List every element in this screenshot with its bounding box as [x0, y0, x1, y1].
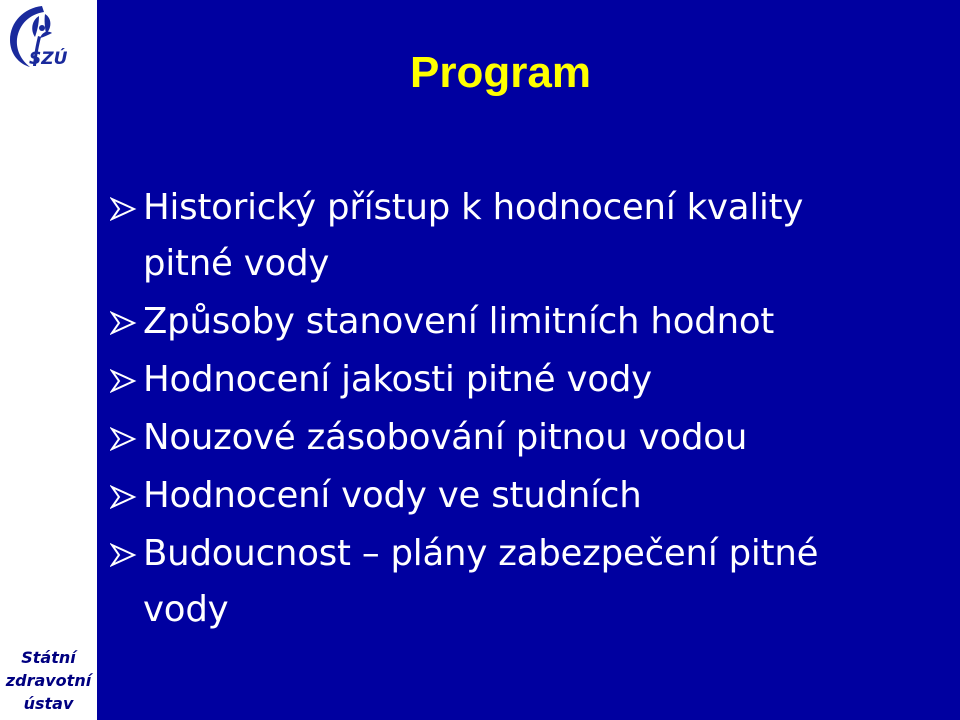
bullet-list	[110, 180, 880, 640]
bullet-text: Hodnocení vody ve studních	[143, 475, 642, 516]
sidebar	[0, 0, 97, 720]
bullet-text: Hodnocení jakosti pitné vody	[143, 359, 652, 400]
arrow-right-icon	[110, 369, 138, 393]
bullet-item	[110, 468, 880, 524]
bullet-text: Historický přístup k hodnocení kvality pitné vody	[143, 187, 804, 284]
szu-logo-icon	[2, 2, 84, 84]
institute-line-3: ústav	[23, 694, 74, 713]
arrow-right-icon	[110, 311, 138, 335]
bullet-item	[110, 352, 880, 408]
institute-name	[0, 646, 97, 715]
institute-line-1: Státní	[21, 648, 76, 667]
arrow-right-icon	[110, 485, 138, 509]
bullet-text: Budoucnost – plány zabezpečení pitné vody	[143, 533, 819, 630]
slide-title: Program	[410, 48, 591, 97]
institute-line-2: zdravotní	[5, 671, 92, 690]
bullet-item	[110, 410, 880, 466]
bullet-text: Nouzové zásobování pitnou vodou	[143, 417, 748, 458]
arrow-right-icon	[110, 197, 138, 221]
arrow-right-icon	[110, 427, 138, 451]
bullet-item	[110, 294, 880, 350]
bullet-item	[110, 526, 880, 638]
logo-text: SZÚ	[29, 49, 68, 69]
bullet-text: Způsoby stanovení limitních hodnot	[143, 301, 775, 342]
szu-logo	[2, 2, 84, 84]
bullet-item	[110, 180, 880, 292]
arrow-right-icon	[110, 543, 138, 567]
